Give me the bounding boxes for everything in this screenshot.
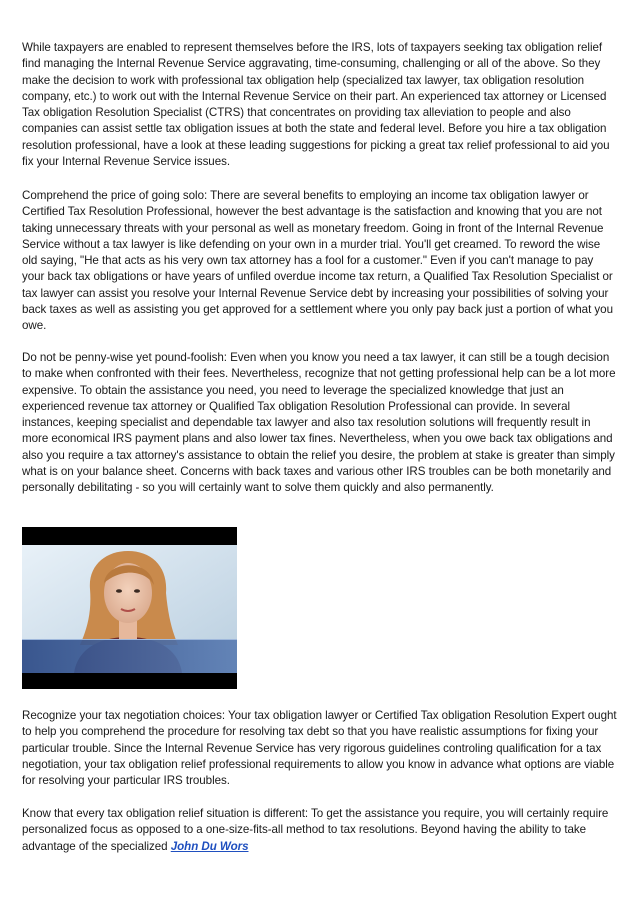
paragraph-every-situation-different [22,806,618,855]
paragraph-penny-wise: Do not be penny-wise yet pound-foolish: Even when you know you need a tax lawyer, it can still be a tough decision to make when confronted with their fees. Nevertheless, recognize that not getting professional help can be a lot more expensive. To obtain the assistance you need, you need to leverage the specialized knowledge that just an experienced revenue tax attorney or Qualified Tax obligation Resolution Professional can provide. In several instances, keeping specialist and dependable tax lawyer and also tax resolution solutions will frequently result in more economical IRS payment plans and also lower tax fines. Nevertheless, when you owe back tax obligations and also you require a tax attorney's assistance to obtain the relief you desire, the problem at stake is greater than simply what is on your balance sheet. Concerns with back taxes and various other IRS troubles can be both monetarily and personally debilitating - so you will certainly want to solve them quickly and also permanently. [22,351,616,495]
paragraph-text: Know that every tax obligation relief situation is different: To get the assistance you require, you will certainly require personalized focus as opposed to a one-size-fits-all method to tax resolutions. Beyond having the ability to take advantage of the specialized [22,807,609,853]
paragraph-intro: While taxpayers are enabled to represent themselves before the IRS, lots of taxpayers seeking tax obligation relief find managing the Internal Revenue Service aggravating, time-consuming, challenging or all of the above. So they make the decision to work with professional tax obligation help (specialized tax lawyer, tax obligation resolution company, etc.) to work out with the Internal Revenue Service on their part. An experienced tax attorney or Licensed Tax obligation Resolution Specialist (CTRS) that concentrates on providing tax alleviation to people and also companies can assist settle tax obligation issues at both the state and federal level. Before you hire a tax obligation resolution professional, have a look at these leading suggestions for picking a great tax relief professional to aid you fix your Internal Revenue Service issues. [22,41,610,169]
paragraph-cost-of-going-solo: Comprehend the price of going solo: There are several benefits to employing an income tax obligation lawyer or Certified Tax Resolution Professional, however the best advantage is the satisfaction and knowing that you are not taking unnecessary threats with your personal as well as monetary freedom. Going in front of the Internal Revenue Service without a tax lawyer is like defending on your own in a murder trial. You'll get creamed. To reword the wise old saying, "He that acts as his very own tax attorney has a fool for a customer." Even if you can't manage to pay your back tax obligations or have years of unfiled overdue income tax return, a Qualified Tax Resolution Specialist or tax lawyer can assist you resolve your Internal Revenue Service debt by increasing your possibilities of solving your back taxes as well as assisting you get approved for a settlement where you only pay back just a portion of what you owe. [22,189,613,333]
author-link[interactable]: John Du Wors [170,839,249,853]
video-still-image [22,527,237,689]
video-thumbnail[interactable] [22,527,237,689]
paragraph-negotiation-choices: Recognize your tax negotiation choices: Your tax obligation lawyer or Certified Tax obligation Resolution Expert ought to help you comprehend the procedure for resolving tax debt so that you have realistic assumptions for fixing your particular trouble. Since the Internal Revenue Service has very rigorous guidelines controling qualification for a tax negotiation, your tax obligation relief professional requirements to allow you know in advance what options are viable for resolving your particular IRS troubles. [22,709,617,788]
